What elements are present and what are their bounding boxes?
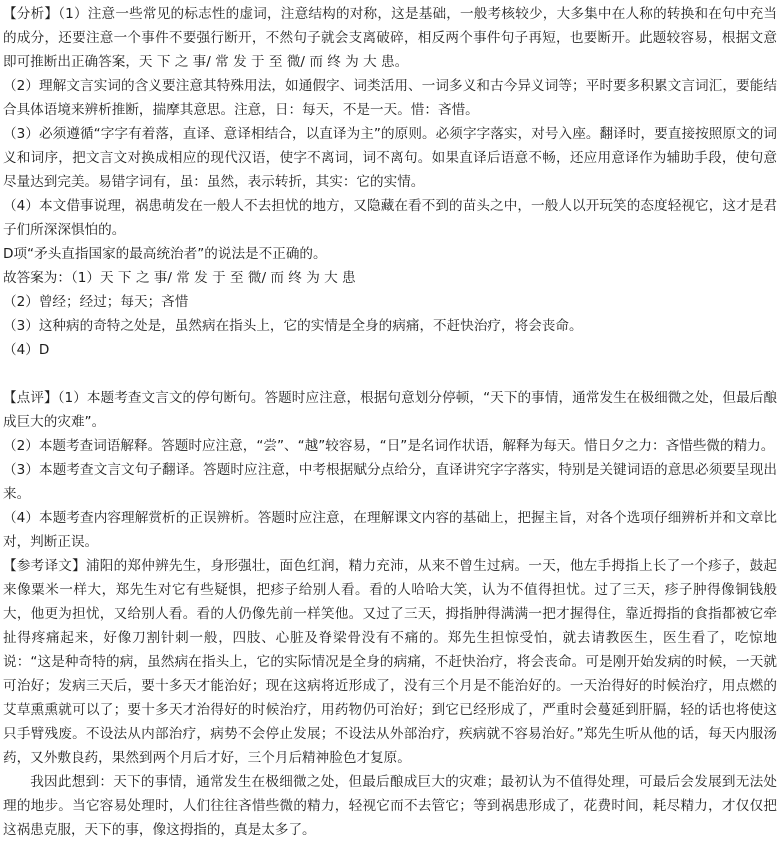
analysis-paragraph-3: （3）必须遵循“字字有着落，直译、意译相结合，以直译为主”的原则。必须字字落实，对号入座。翻译时，要直接按照原文的词义和词序，把文言文对换成相应的现代汉语，使字不离词，词不离句。如果直译后语意不畅，还应用意译作为辅助手段，使句意尽量达到完美。易错字词有，虽：虽然，表示转折，其实：它的实情。 <box>3 126 777 190</box>
answer-4: （4）D <box>3 342 50 358</box>
analysis-paragraph-1: 【分析】（1）注意一些常见的标志性的虚词，注意结构的对称，这是基础，一般考核较少，大多集中在人称的转换和在句中充当的成分，还要注意一个事件不要强行断开，不然句子就会支离破碎，相反两个事件句子再短，也要断开。此题较容易，根据文意即可推断出正确答案，天 下 之 事/ 常 发 于 至 微/ 而 终 为 大 患。 <box>3 6 777 70</box>
review-paragraph-4: （4）本题考查内容理解赏析的正误辨析。答题时应注意，在理解课文内容的基础上，把握主旨，对各个选项仔细辨析并和文章比对，判断正误。 <box>3 510 777 550</box>
section-spacer <box>3 362 777 386</box>
answer-3: （3）这种病的奇特之处是，虽然病在指头上，它的实情是全身的病痛，不赶快治疗，将会丧命。 <box>3 318 583 334</box>
translation-paragraph-2: 我因此想到：天下的事情，通常发生在极细微之处，但最后酿成巨大的灾难；最初认为不值得处理，可最后会发展到无法处理的地步。当它容易处理时，人们往往吝惜些微的精力，轻视它而不去管它；等到祸患形成了，花费时间，耗尽精力，才仅仅把这祸患克服，天下的事，像这拇指的，真是太多了。 <box>3 774 777 838</box>
translation-paragraph-1: 【参考译文】浦阳的郑仲辨先生，身形强壮，面色红润，精力充沛，从来不曾生过病。一天，他左手拇指上长了一个疹子，鼓起来像粟米一样大，郑先生对它有些疑惧，把疹子给别人看。看的人哈哈大笑，认为不值得担忧。过了三天，疹子肿得像铜钱般大，他更为担忧，又给别人看。看的人仍像先前一样笑他。又过了三天，拇指肿得满满一把才握得住，靠近拇指的食指都被它牵扯得疼痛起来，好像刀割针刺一般，四肢、心脏及脊梁骨没有不痛的。郑先生担惊受怕，就去请教医生，医生看了，吃惊地说：“这是种奇特的病，虽然病在指头上，它的实际情况是全身的病痛，不赶快治疗，将会丧命。可是刚开始发病的时候，一天就可治好；发病三天后，要十多天才能治好；现在这病将近形成了，没有三个月是不能治好的。一天治得好的时候治疗，用点燃的艾草熏熏就可以了；要十多天才治得好的时候治疗，用药物仍可治好；到它已经形成了，严重时会蔓延到肝膈，轻的话也将使这只手臂残废。不设法从内部治疗，病势不会停止发展；不设法从外部治疗，疾病就不容易治好。”郑先生听从他的话，每天内服汤药，又外敷良药，果然到两个月后才好，三个月后精神脸色才复原。 <box>3 558 777 766</box>
analysis-paragraph-5: D项“矛头直指国家的最高统治者”的说法是不正确的。 <box>3 246 327 262</box>
review-section <box>3 386 777 554</box>
answer-2: （2）曾经；经过；每天；吝惜 <box>3 294 189 310</box>
analysis-paragraph-4: （4）本文借事说理，祸患萌发在一般人不去担忧的地方，又隐藏在看不到的苗头之中，一般人以开玩笑的态度轻视它，这才是君子们所深深惧怕的。 <box>3 198 777 238</box>
review-paragraph-1: 【点评】（1）本题考查文言文的停句断句。答题时应注意，根据句意划分停顿，“天下的事情，通常发生在极细微之处，但最后酿成巨大的灾难”。 <box>3 390 777 430</box>
answer-section <box>3 266 777 362</box>
review-paragraph-2: （2）本题考查词语解释。答题时应注意，“尝”、“越”较容易，“日”是名词作状语，解释为每天。惜日夕之力：吝惜些微的精力。 <box>3 438 775 454</box>
analysis-section <box>3 2 777 266</box>
review-paragraph-3: （3）本题考查文言文句子翻译。答题时应注意，中考根据赋分点给分，直译讲究字字落实，特别是关键词语的意思必须要呈现出来。 <box>3 462 777 502</box>
translation-section <box>3 554 777 842</box>
answer-intro: 故答案为：（1）天 下 之 事/ 常 发 于 至 微/ 而 终 为 大 患 <box>3 270 356 286</box>
analysis-paragraph-2: （2）理解文言实词的含义要注意其特殊用法，如通假字、词类活用、一词多义和古今异义词等；平时要多积累文言词汇，要能结合具体语境来辨析推断，揣摩其意思。注意，日：每天，不是一天。惜：吝惜。 <box>3 78 777 118</box>
